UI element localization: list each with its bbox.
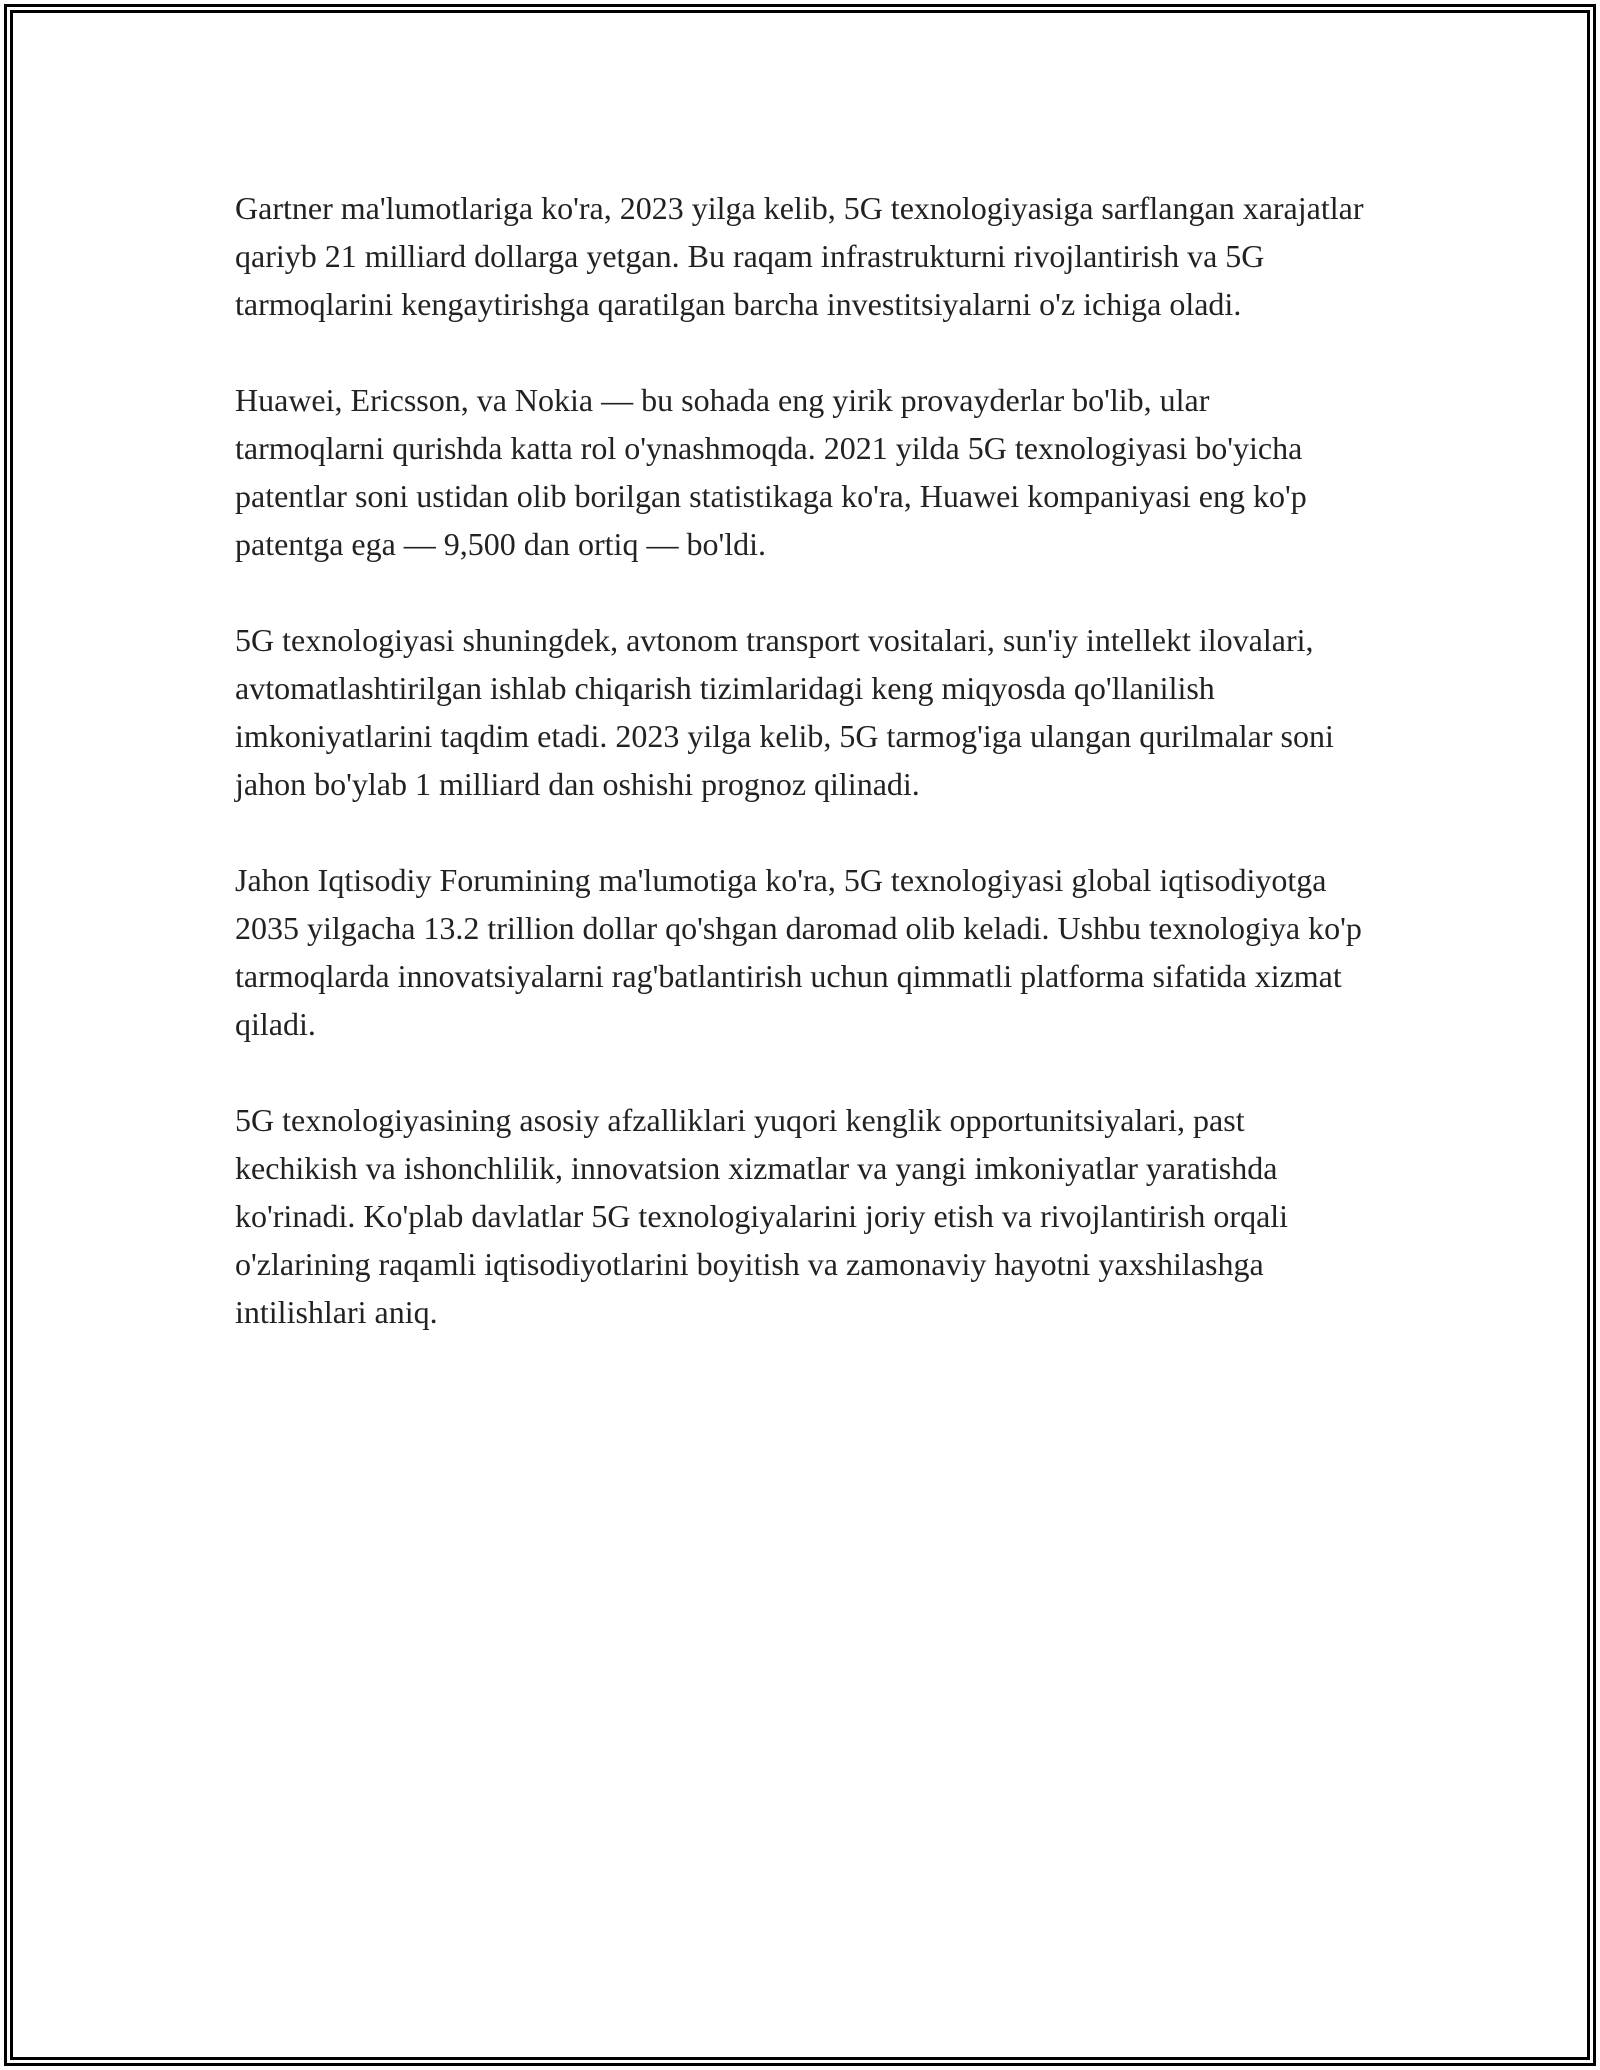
paragraph-advantages: 5G texnologiyasining asosiy afzalliklari yuqori kenglik opportunitsiyalari, past kechikish va ishonchlilik, innovatsion xizmatlar va yangi imkoniyatlar yaratishda ko'rinadi. Ko'plab davlatlar 5G texnologiyalarini joriy etish va rivojlantirish orqali o'zlarining raqamli iqtisodiyotlarini boyitish va zamonaviy hayotni yaxshilashga intilishlari aniq.	[235, 1102, 1289, 1330]
paragraph-providers-patents: Huawei, Ericsson, va Nokia — bu sohada eng yirik provayderlar bo'lib, ular tarmoqlarni qurishda katta rol o'ynashmoqda. 2021 yilda 5G texnologiyasi bo'yicha patentlar soni ustidan olib borilgan statistikaga ko'ra, Huawei kompaniyasi eng ko'p patentga ega — 9,500 dan ortiq — bo'ldi.	[235, 382, 1307, 562]
paragraph-applications-devices: 5G texnologiyasi shuningdek, avtonom transport vositalari, sun'iy intellekt ilovalari, avtomatlashtirilgan ishlab chiqarish tizimlaridagi keng miqyosda qo'llanilish imkoniyatlarini taqdim etadi. 2023 yilga kelib, 5G tarmog'iga ulangan qurilmalar soni jahon bo'ylab 1 milliard dan oshishi prognoz qilinadi.	[235, 622, 1334, 802]
document-body	[235, 184, 1365, 1384]
paragraph-gartner-spending: Gartner ma'lumotlariga ko'ra, 2023 yilga kelib, 5G texnologiyasiga sarflangan xarajatlar qariyb 21 milliard dollarga yetgan. Bu raqam infrastrukturni rivojlantirish va 5G tarmoqlarini kengaytirishga qaratilgan barcha investitsiyalarni o'z ichiga oladi.	[235, 190, 1364, 322]
paragraph-economic-impact: Jahon Iqtisodiy Forumining ma'lumotiga ko'ra, 5G texnologiyasi global iqtisodiyotga 2035 yilgacha 13.2 trillion dollar qo'shgan daromad olib keladi. Ushbu texnologiya ko'p tarmoqlarda innovatsiyalarni rag'batlantirish uchun qimmatli platforma sifatida xizmat qiladi.	[235, 862, 1362, 1042]
